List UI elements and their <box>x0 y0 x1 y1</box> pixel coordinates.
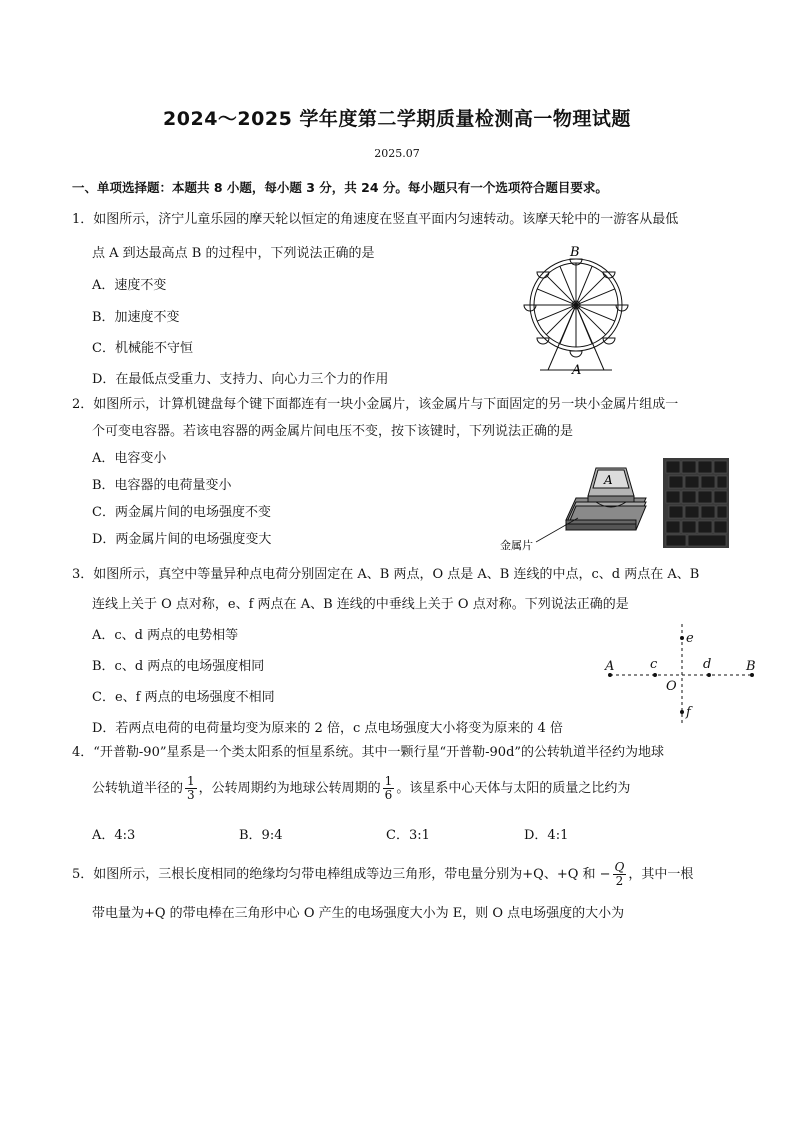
q4-option-b: B．9:4 <box>239 828 283 843</box>
q4-option-c: C．3:1 <box>386 828 430 843</box>
point-o-label: O <box>666 679 677 694</box>
q5-frac-den: 2 <box>615 874 624 888</box>
ferris-label-b: B <box>570 245 580 260</box>
q4-frac1-den: 3 <box>187 788 195 802</box>
q5-frac-num: Q <box>614 860 625 874</box>
q5-stem-part-b: ，其中一根 <box>628 867 694 882</box>
point-a-label: A <box>605 659 615 674</box>
q4-fraction-period <box>383 775 395 802</box>
metal-plate-label: 金属片 <box>500 539 533 552</box>
q2-option-d: D．两金属片间的电场强度变大 <box>92 532 272 547</box>
q4-option-d: D．4:1 <box>524 828 569 843</box>
q4-fraction-radius <box>185 775 197 802</box>
page-title: 2024～2025 学年度第二学期质量检测高一物理试题 <box>163 108 631 130</box>
point-e-label: e <box>686 631 694 646</box>
key-label-a: A <box>604 473 613 487</box>
q1-option-c: C．机械能不守恒 <box>92 341 193 356</box>
point-f-label: f <box>686 705 691 720</box>
q3-option-b: B．c、d 两点的电场强度相同 <box>92 659 265 674</box>
q2-option-a: A．电容变小 <box>92 451 167 466</box>
q4-stem-part-a: 公转轨道半径的 <box>92 781 184 796</box>
q1-option-b: B．加速度不变 <box>92 310 180 325</box>
q1-stem-line1: 1．如图所示，济宁儿童乐园的摩天轮以恒定的角速度在竖直平面内匀速转动。该摩天轮中的一游客从最低 <box>72 212 679 227</box>
ferris-label-a: A <box>572 363 582 377</box>
q4-stem-part-b: ，公转周期约为地球公转周期的 <box>198 781 381 796</box>
q5-stem-part-a: 5．如图所示，三根长度相同的绝缘均匀带电棒组成等边三角形，带电量分别为+Q、+Q 和 − <box>72 867 611 882</box>
exam-date: 2025.07 <box>374 147 420 160</box>
q1-option-d: D．在最低点受重力、支持力、向心力三个力的作用 <box>92 372 389 387</box>
q2-option-b: B．电容器的电荷量变小 <box>92 478 232 493</box>
charge-field-figure <box>600 618 768 730</box>
q4-stem-line1: 4．“开普勒-90”星系是一个类太阳系的恒星系统。其中一颗行星“开普勒-90d”的公转轨道半径约为地球 <box>72 745 665 760</box>
q3-option-c: C．e、f 两点的电场强度不相同 <box>92 690 275 705</box>
q4-stem-line2 <box>92 775 630 802</box>
q2-option-c: C．两金属片间的电场强度不变 <box>92 505 271 520</box>
q1-option-a: A．速度不变 <box>92 278 167 293</box>
q4-frac1-num: 1 <box>187 774 195 788</box>
point-d-label: d <box>703 657 712 672</box>
q4-option-a: A．4:3 <box>92 828 136 843</box>
q2-stem-line1: 2．如图所示，计算机键盘每个键下面都连有一块小金属片，该金属片与下面固定的另一块小金属片组成一 <box>72 397 679 412</box>
q4-stem-part-c: 。该星系中心天体与太阳的质量之比约为 <box>396 781 631 796</box>
q5-stem-line2: 带电量为+Q 的带电棒在三角形中心 O 产生的电场强度大小为 E，则 O 点电场强度的大小为 <box>92 906 625 921</box>
q3-option-d: D．若两点电荷的电荷量均变为原来的 2 倍，c 点电场强度大小将变为原来的 4 倍 <box>92 721 563 736</box>
ferris-wheel-figure <box>518 242 638 377</box>
q3-option-a: A．c、d 两点的电势相等 <box>92 628 239 643</box>
keyboard-photo <box>663 458 729 548</box>
q5-stem-line1 <box>72 861 693 888</box>
key-capacitor-figure <box>496 458 656 553</box>
q3-stem-line1: 3．如图所示，真空中等量异种点电荷分别固定在 A、B 两点，O 点是 A、B 连线的中点，c、d 两点在 A、B <box>72 567 700 582</box>
section-heading: 一、单项选择题：本题共 8 小题，每小题 3 分，共 24 分。每小题只有一个选项符合题目要求。 <box>72 180 608 195</box>
q4-frac2-den: 6 <box>384 788 393 802</box>
q1-stem-line2: 点 A 到达最高点 B 的过程中，下列说法正确的是 <box>92 246 375 261</box>
point-b-label: B <box>746 659 756 674</box>
q2-stem-line2: 个可变电容器。若该电容器的两金属片间电压不变，按下该键时，下列说法正确的是 <box>92 424 574 439</box>
q4-frac2-num: 1 <box>384 774 393 788</box>
q5-fraction-charge <box>613 861 627 888</box>
point-c-label: c <box>650 657 658 672</box>
q3-stem-line2: 连线上关于 O 点对称，e、f 两点在 A、B 连线的中垂线上关于 O 点对称。下列说法正确的是 <box>92 597 629 612</box>
